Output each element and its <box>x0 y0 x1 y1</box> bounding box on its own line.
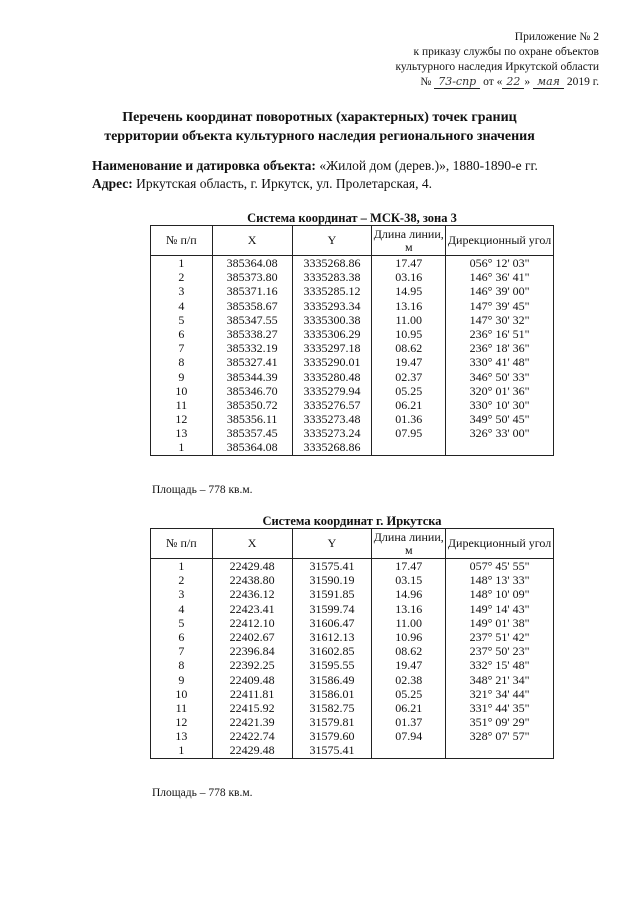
appendix-line-3: культурного наследия Иркутской области <box>395 61 599 73</box>
line-length: 01.36 <box>395 412 423 427</box>
x-coordinate: 385373.80 <box>226 270 278 285</box>
x-coordinate: 22396.84 <box>229 644 275 659</box>
point-number: 2 <box>178 270 185 285</box>
document-title <box>40 108 599 146</box>
line-length: 11.00 <box>395 312 423 327</box>
header-angle: Дирекционный угол <box>446 226 554 256</box>
x-coordinate: 22436.12 <box>229 587 275 602</box>
y-coordinate: 3335293.34 <box>303 298 361 313</box>
x-coordinate: 385350.72 <box>226 397 278 412</box>
line-length: 14.96 <box>395 587 423 602</box>
direction-angle: 236° 18' 36" <box>469 341 530 356</box>
y-coordinate: 31586.49 <box>309 672 355 687</box>
y-coordinate: 3335273.48 <box>303 412 361 427</box>
y-coordinate: 31579.60 <box>309 729 355 744</box>
header-num: № п/п <box>151 226 213 256</box>
appendix-header <box>299 30 599 90</box>
line-length: 01.37 <box>395 715 423 730</box>
y-coordinate-column <box>293 559 372 758</box>
system2-area: Площадь – 778 кв.м. <box>152 787 253 799</box>
direction-angle: 346° 50' 33" <box>469 369 530 384</box>
y-coordinate: 3335273.24 <box>303 426 361 441</box>
object-info <box>92 157 538 193</box>
y-coordinate: 3335290.01 <box>303 355 361 370</box>
appendix-line-1: Приложение № 2 <box>514 31 599 43</box>
line-length: 03.16 <box>395 270 423 285</box>
x-coordinate: 385371.16 <box>226 284 278 299</box>
y-coordinate: 31575.41 <box>309 743 355 758</box>
line-length-column <box>372 256 445 440</box>
x-coordinate: 22423.41 <box>229 601 275 616</box>
x-coordinate-column <box>213 559 292 758</box>
line-length: 05.25 <box>395 686 423 701</box>
x-coordinate: 385338.27 <box>226 326 278 341</box>
direction-angle: 148° 10' 09" <box>469 587 530 602</box>
direction-angle: 147° 39' 45" <box>469 298 530 313</box>
point-number-column <box>151 559 212 758</box>
direction-angle: 146° 36' 41" <box>469 270 530 285</box>
line-length: 06.21 <box>395 700 423 715</box>
direction-angle: 348° 21' 34" <box>469 672 530 687</box>
x-coordinate: 22415.92 <box>229 700 275 715</box>
point-number: 8 <box>178 658 185 673</box>
direction-angle: 320° 01' 36" <box>469 383 530 398</box>
point-number: 4 <box>178 601 185 616</box>
point-number-column <box>151 256 212 455</box>
direction-angle: 147° 30' 32" <box>469 312 530 327</box>
system2-header-row <box>151 529 554 559</box>
direction-angle: 056° 12' 03" <box>469 256 530 270</box>
header-x: X <box>212 529 292 559</box>
point-number: 9 <box>178 672 185 687</box>
line-length: 08.62 <box>395 644 423 659</box>
line-length: 11.00 <box>395 615 423 630</box>
direction-angle: 328° 07' 57" <box>469 729 530 744</box>
x-coordinate: 22438.80 <box>229 573 275 588</box>
direction-angle: 237° 51' 42" <box>469 629 530 644</box>
y-coordinate: 31599.74 <box>309 601 355 616</box>
system1-area: Площадь – 778 кв.м. <box>152 484 253 496</box>
header-y: Y <box>292 529 372 559</box>
line-length: 07.94 <box>395 729 423 744</box>
header-angle: Дирекционный угол <box>446 529 554 559</box>
y-coordinate-column <box>293 256 372 455</box>
point-number: 1 <box>178 559 185 573</box>
direction-angle: 330° 41' 48" <box>469 355 530 370</box>
y-coordinate: 3335268.86 <box>303 440 361 455</box>
direction-angle: 149° 01' 38" <box>469 615 530 630</box>
x-coordinate: 22412.10 <box>229 615 275 630</box>
x-coordinate: 385356.11 <box>226 412 278 427</box>
direction-angle: 349° 50' 45" <box>469 412 530 427</box>
y-coordinate: 31606.47 <box>309 615 355 630</box>
x-coordinate: 385327.41 <box>226 355 278 370</box>
point-number: 12 <box>175 412 188 427</box>
direction-angle-column <box>446 559 553 743</box>
direction-angle: 148° 13' 33" <box>469 573 530 588</box>
point-number: 10 <box>175 686 188 701</box>
point-number: 6 <box>178 326 185 341</box>
x-coordinate-column <box>213 256 292 455</box>
y-coordinate: 3335297.18 <box>303 341 361 356</box>
x-coordinate: 385358.67 <box>226 298 278 313</box>
line-length: 13.16 <box>395 601 423 616</box>
title-line-1: Перечень координат поворотных (характерных) точек границ <box>122 110 517 125</box>
direction-angle: 236° 16' 51" <box>469 326 530 341</box>
x-coordinate: 22421.39 <box>229 715 275 730</box>
x-coordinate: 385347.55 <box>226 312 278 327</box>
x-coordinate: 385364.08 <box>226 440 278 455</box>
y-coordinate: 31579.81 <box>309 715 355 730</box>
point-number: 11 <box>175 397 188 412</box>
object-name-line <box>92 157 538 175</box>
object-address-line <box>92 175 538 193</box>
y-coordinate: 31591.85 <box>309 587 355 602</box>
x-coordinate: 22402.67 <box>229 629 275 644</box>
point-number: 1 <box>178 440 185 455</box>
line-length: 14.95 <box>395 284 423 299</box>
direction-angle: 330° 10' 30" <box>469 397 530 412</box>
y-coordinate: 31612.13 <box>309 629 355 644</box>
x-coordinate: 22429.48 <box>229 559 275 573</box>
line-length: 19.47 <box>395 658 423 673</box>
y-coordinate: 31595.55 <box>309 658 355 673</box>
header-y: Y <box>292 226 372 256</box>
direction-angle: 057° 45' 55" <box>469 559 530 573</box>
x-coordinate: 22409.48 <box>229 672 275 687</box>
point-number: 12 <box>175 715 188 730</box>
order-year: 2019 г. <box>566 76 599 88</box>
point-number: 3 <box>178 587 185 602</box>
direction-angle: 332° 15' 48" <box>469 658 530 673</box>
y-coordinate: 3335280.48 <box>303 369 361 384</box>
system1-data-row <box>151 256 554 456</box>
system2-title: Система координат г. Иркутска <box>262 514 442 528</box>
point-number: 8 <box>178 355 185 370</box>
y-coordinate: 3335306.29 <box>303 326 361 341</box>
point-number: 5 <box>178 312 185 327</box>
direction-angle: 146° 39' 00" <box>469 284 530 299</box>
point-number: 3 <box>178 284 185 299</box>
date-mid: » <box>524 76 531 88</box>
x-coordinate: 22422.74 <box>229 729 275 744</box>
point-number: 1 <box>178 743 185 758</box>
y-coordinate: 3335276.57 <box>303 397 361 412</box>
line-length: 10.96 <box>395 629 423 644</box>
x-coordinate: 385364.08 <box>226 256 278 270</box>
line-length: 03.15 <box>395 573 423 588</box>
y-coordinate: 3335283.38 <box>303 270 361 285</box>
x-coordinate: 385346.70 <box>226 383 278 398</box>
point-number: 6 <box>178 629 185 644</box>
y-coordinate: 3335268.86 <box>303 256 361 270</box>
header-length: Длина линии, м <box>373 529 444 557</box>
line-length: 08.62 <box>395 341 423 356</box>
y-coordinate: 31586.01 <box>309 686 355 701</box>
date-prefix: от « <box>483 76 503 88</box>
order-day: 22 <box>502 76 524 89</box>
point-number: 4 <box>178 298 185 313</box>
point-number: 13 <box>175 426 188 441</box>
system1-header-row <box>151 226 554 256</box>
number-prefix: № <box>420 76 432 88</box>
order-number-line <box>299 75 599 90</box>
direction-angle: 351° 09' 29" <box>469 715 530 730</box>
x-coordinate: 385332.19 <box>226 341 278 356</box>
point-number: 1 <box>178 256 185 270</box>
line-length: 02.38 <box>395 672 423 687</box>
system2-table <box>150 528 554 759</box>
header-x: X <box>212 226 292 256</box>
y-coordinate: 3335279.94 <box>303 383 361 398</box>
point-number: 7 <box>178 341 185 356</box>
y-coordinate: 31575.41 <box>309 559 355 573</box>
y-coordinate: 31602.85 <box>309 644 355 659</box>
object-address-value: Иркутская область, г. Иркутск, ул. Пролетарская, 4. <box>132 176 432 191</box>
title-line-2: территории объекта культурного наследия регионального значения <box>104 129 535 144</box>
line-length: 17.47 <box>395 559 423 573</box>
point-number: 11 <box>175 700 188 715</box>
y-coordinate: 3335285.12 <box>303 284 361 299</box>
point-number: 9 <box>178 369 185 384</box>
point-number: 5 <box>178 615 185 630</box>
y-coordinate: 31582.75 <box>309 700 355 715</box>
direction-angle: 331° 44' 35" <box>469 700 530 715</box>
line-length: 19.47 <box>395 355 423 370</box>
object-name-label: Наименование и датировка объекта: <box>92 158 316 173</box>
object-address-label: Адрес: <box>92 176 133 191</box>
direction-angle: 326° 33' 00" <box>469 426 530 441</box>
x-coordinate: 22429.48 <box>229 743 275 758</box>
x-coordinate: 22392.25 <box>229 658 275 673</box>
order-month: мая <box>533 76 564 89</box>
line-length: 17.47 <box>395 256 423 270</box>
system1-table <box>150 225 554 456</box>
order-number: 73-спр <box>434 76 480 89</box>
y-coordinate: 31590.19 <box>309 573 355 588</box>
line-length: 07.95 <box>395 426 423 441</box>
appendix-line-2: к приказу службы по охране объектов <box>413 46 599 58</box>
system2-data-row <box>151 559 554 759</box>
direction-angle-column <box>446 256 553 440</box>
header-length: Длина линии, м <box>373 226 444 254</box>
object-name-value: «Жилой дом (дерев.)», 1880-1890-е гг. <box>315 158 538 173</box>
direction-angle: 321° 34' 44" <box>469 686 530 701</box>
x-coordinate: 22411.81 <box>229 686 275 701</box>
direction-angle: 237° 50' 23" <box>469 644 530 659</box>
point-number: 13 <box>175 729 188 744</box>
x-coordinate: 385344.39 <box>226 369 278 384</box>
point-number: 7 <box>178 644 185 659</box>
line-length: 13.16 <box>395 298 423 313</box>
system1-title: Система координат – МСК-38, зона 3 <box>247 211 457 225</box>
header-num: № п/п <box>151 529 213 559</box>
line-length: 10.95 <box>395 326 423 341</box>
line-length: 06.21 <box>395 397 423 412</box>
line-length: 05.25 <box>395 383 423 398</box>
y-coordinate: 3335300.38 <box>303 312 361 327</box>
direction-angle: 149° 14' 43" <box>469 601 530 616</box>
point-number: 10 <box>175 383 188 398</box>
line-length: 02.37 <box>395 369 423 384</box>
line-length-column <box>372 559 445 743</box>
point-number: 2 <box>178 573 185 588</box>
x-coordinate: 385357.45 <box>226 426 278 441</box>
